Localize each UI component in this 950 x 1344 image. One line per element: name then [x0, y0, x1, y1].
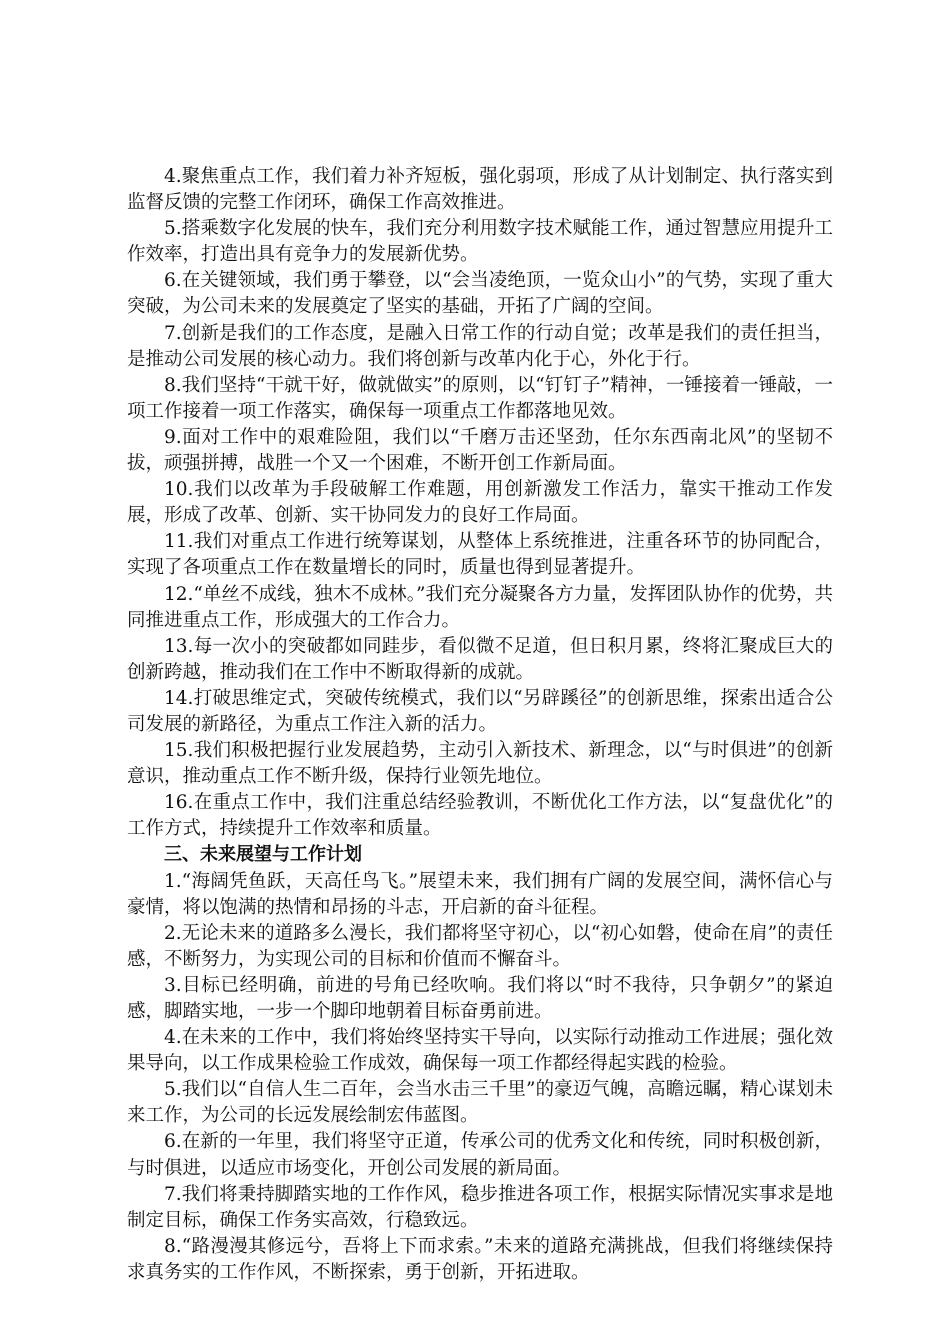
future-item-1: 1.“海阔凭鱼跃，天高任鸟飞。”展望未来，我们拥有广阔的发展空间，满怀信心与豪情，将以饱满的热情和昂扬的斗志，开启新的奋斗征程。 [127, 870, 833, 918]
paragraph-item-14: 14.打破思维定式，突破传统模式，我们以“另辟蹊径”的创新思维，探索出适合公司发展的新路径，为重点工作注入新的活力。 [127, 687, 833, 735]
document-page [127, 164, 833, 1286]
future-item-8: 8.“路漫漫其修远兮，吾将上下而求索。”未来的道路充满挑战，但我们将继续保持求真务实的工作作风，不断探索，勇于创新，开拓进取。 [127, 1235, 833, 1283]
paragraph-item-13: 13.每一次小的突破都如同跬步，看似微不足道，但日积月累，终将汇聚成巨大的创新跨越，推动我们在工作中不断取得新的成就。 [127, 635, 833, 683]
paragraph-item-5: 5.搭乘数字化发展的快车，我们充分利用数字技术赋能工作，通过智慧应用提升工作效率，打造出具有竞争力的发展新优势。 [127, 218, 833, 266]
paragraph-item-10: 10.我们以改革为手段破解工作难题，用创新激发工作活力，靠实干推动工作发展，形成了改革、创新、实干协同发力的良好工作局面。 [127, 479, 833, 527]
paragraph-item-8: 8.我们坚持“干就干好，做就做实”的原则，以“钉钉子”精神，一锤接着一锤敲，一项工作接着一项工作落实，确保每一项重点工作都落地见效。 [127, 374, 833, 422]
paragraph-item-12: 12.“单丝不成线，独木不成林。”我们充分凝聚各方力量，发挥团队协作的优势，共同推进重点工作，形成强大的工作合力。 [127, 583, 833, 631]
future-item-2: 2.无论未来的道路多么漫长，我们都将坚守初心，以“初心如磐，使命在肩”的责任感，不断努力，为实现公司的目标和价值而不懈奋斗。 [127, 922, 833, 970]
paragraph-item-4: 4.聚焦重点工作，我们着力补齐短板，强化弱项，形成了从计划制定、执行落实到监督反馈的完整工作闭环，确保工作高效推进。 [127, 166, 833, 214]
paragraph-item-6: 6.在关键领域，我们勇于攀登，以“会当凌绝顶，一览众山小”的气势，实现了重大突破，为公司未来的发展奠定了坚实的基础，开拓了广阔的空间。 [127, 270, 833, 318]
section-heading: 三、未来展望与工作计划 [164, 844, 362, 866]
future-item-7: 7.我们将秉持脚踏实地的工作作风，稳步推进各项工作，根据实际情况实事求是地制定目标，确保工作务实高效，行稳致远。 [127, 1183, 833, 1231]
future-item-4: 4.在未来的工作中，我们将始终坚持实干导向，以实际行动推动工作进展；强化效果导向，以工作成果检验工作成效，确保每一项工作都经得起实践的检验。 [127, 1027, 833, 1075]
future-item-6: 6.在新的一年里，我们将坚守正道，传承公司的优秀文化和传统，同时积极创新，与时俱进，以适应市场变化，开创公司发展的新局面。 [127, 1131, 833, 1179]
future-item-5: 5.我们以“自信人生二百年，会当水击三千里”的豪迈气魄，高瞻远瞩，精心谋划未来工作，为公司的长远发展绘制宏伟蓝图。 [127, 1079, 833, 1127]
paragraph-item-9: 9.面对工作中的艰难险阻，我们以“千磨万击还坚劲，任尔东西南北风”的坚韧不拔，顽强拼搏，战胜一个又一个困难，不断开创工作新局面。 [127, 426, 833, 475]
paragraph-item-7: 7.创新是我们的工作态度，是融入日常工作的行动自觉；改革是我们的责任担当，是推动公司发展的核心动力。我们将创新与改革内化于心，外化于行。 [127, 322, 833, 370]
paragraph-item-11: 11.我们对重点工作进行统筹谋划，从整体上系统推进，注重各环节的协同配合，实现了各项重点工作在数量增长的同时，质量也得到显著提升。 [127, 531, 833, 579]
paragraph-item-16: 16.在重点工作中，我们注重总结经验教训，不断优化工作方法，以“复盘优化”的工作方式，持续提升工作效率和质量。 [127, 792, 833, 840]
paragraph-item-15: 15.我们积极把握行业发展趋势，主动引入新技术、新理念，以“与时俱进”的创新意识，推动重点工作不断升级，保持行业领先地位。 [127, 740, 833, 788]
future-item-3: 3.目标已经明确，前进的号角已经吹响。我们将以“时不我待，只争朝夕”的紧迫感，脚踏实地，一步一个脚印地朝着目标奋勇前进。 [127, 974, 833, 1022]
